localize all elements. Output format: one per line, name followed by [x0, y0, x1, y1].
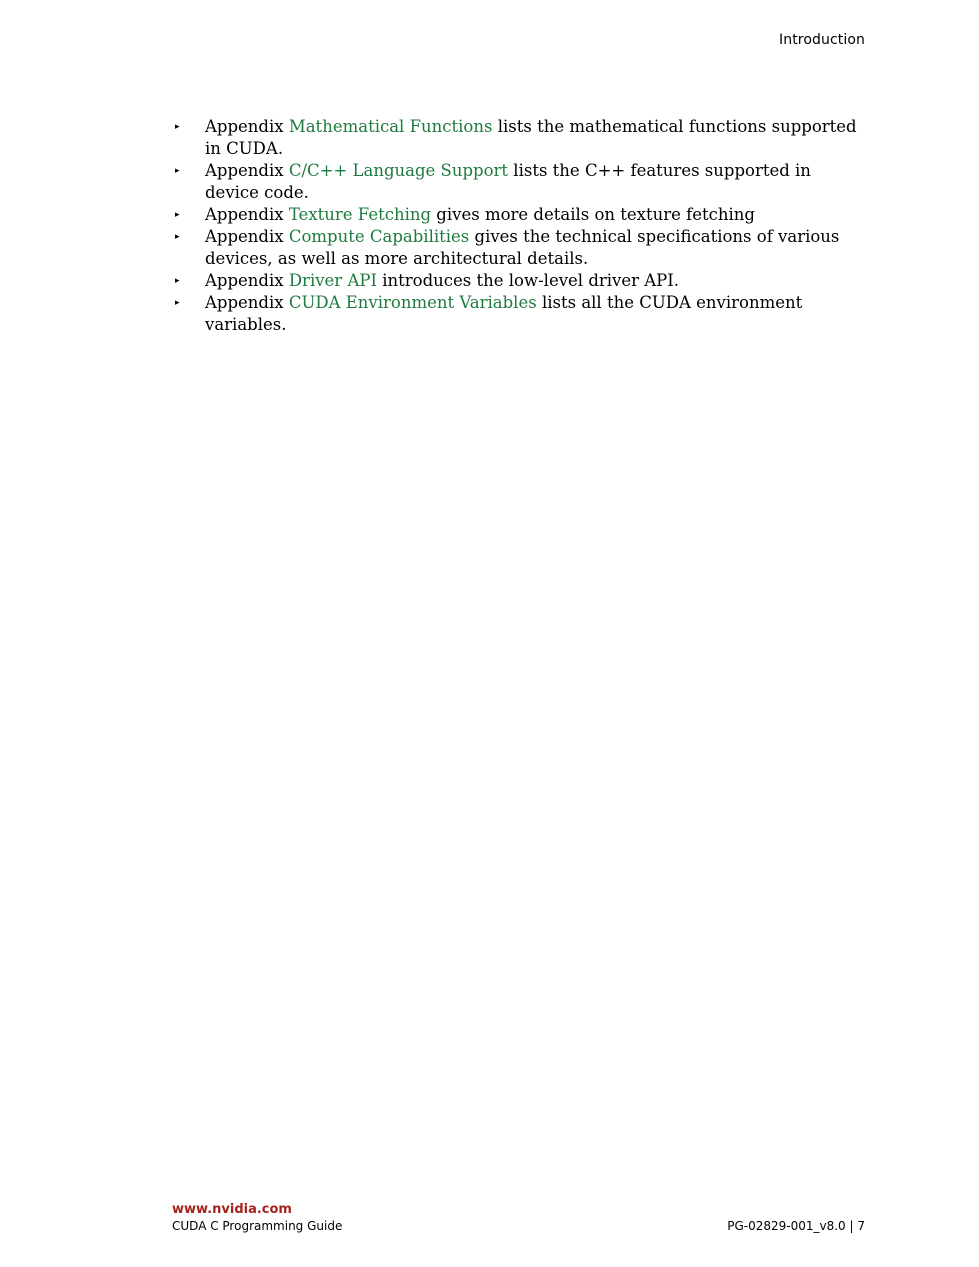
list-item	[175, 270, 865, 292]
link-driver-api[interactable]: Driver API	[288, 271, 377, 290]
item-prefix: Appendix	[205, 117, 289, 136]
item-prefix: Appendix	[205, 205, 289, 224]
link-compute-capabilities[interactable]: Compute Capabilities	[288, 227, 470, 246]
running-header: Introduction	[779, 32, 865, 48]
item-prefix: Appendix	[205, 271, 289, 290]
list-item	[175, 226, 865, 270]
footer-url-link[interactable]: www.nvidia.com	[172, 1202, 292, 1217]
link-cuda-environment-variables[interactable]: CUDA Environment Variables	[288, 293, 537, 312]
item-suffix: gives more details on texture fetching	[431, 205, 755, 224]
link-cpp-language-support[interactable]: C/C++ Language Support	[288, 161, 509, 180]
link-texture-fetching[interactable]: Texture Fetching	[288, 205, 432, 224]
item-prefix: Appendix	[205, 227, 289, 246]
bullet-icon: ▸	[175, 276, 180, 286]
footer-page-number: PG-02829-001_v8.0 | 7	[727, 1219, 865, 1233]
bullet-icon: ▸	[175, 232, 180, 242]
list-item	[175, 116, 865, 160]
item-prefix: Appendix	[205, 293, 289, 312]
list-item	[175, 204, 865, 226]
item-prefix: Appendix	[205, 161, 289, 180]
bullet-icon: ▸	[175, 298, 180, 308]
footer-doc-title: CUDA C Programming Guide	[172, 1219, 343, 1233]
list-item	[175, 160, 865, 204]
item-suffix: lists the C++ features supported in device code.	[205, 161, 811, 202]
item-suffix: lists the mathematical functions supported in CUDA.	[205, 117, 857, 158]
bullet-icon: ▸	[175, 122, 180, 132]
link-mathematical-functions[interactable]: Mathematical Functions	[288, 117, 493, 136]
appendix-list	[175, 116, 865, 336]
item-suffix: gives the technical specifications of various devices, as well as more architectural details.	[205, 227, 840, 268]
item-suffix: lists all the CUDA environment variables.	[205, 293, 803, 334]
list-item	[175, 292, 865, 336]
item-suffix: introduces the low-level driver API.	[376, 271, 680, 290]
bullet-icon: ▸	[175, 166, 180, 176]
bullet-icon: ▸	[175, 210, 180, 220]
